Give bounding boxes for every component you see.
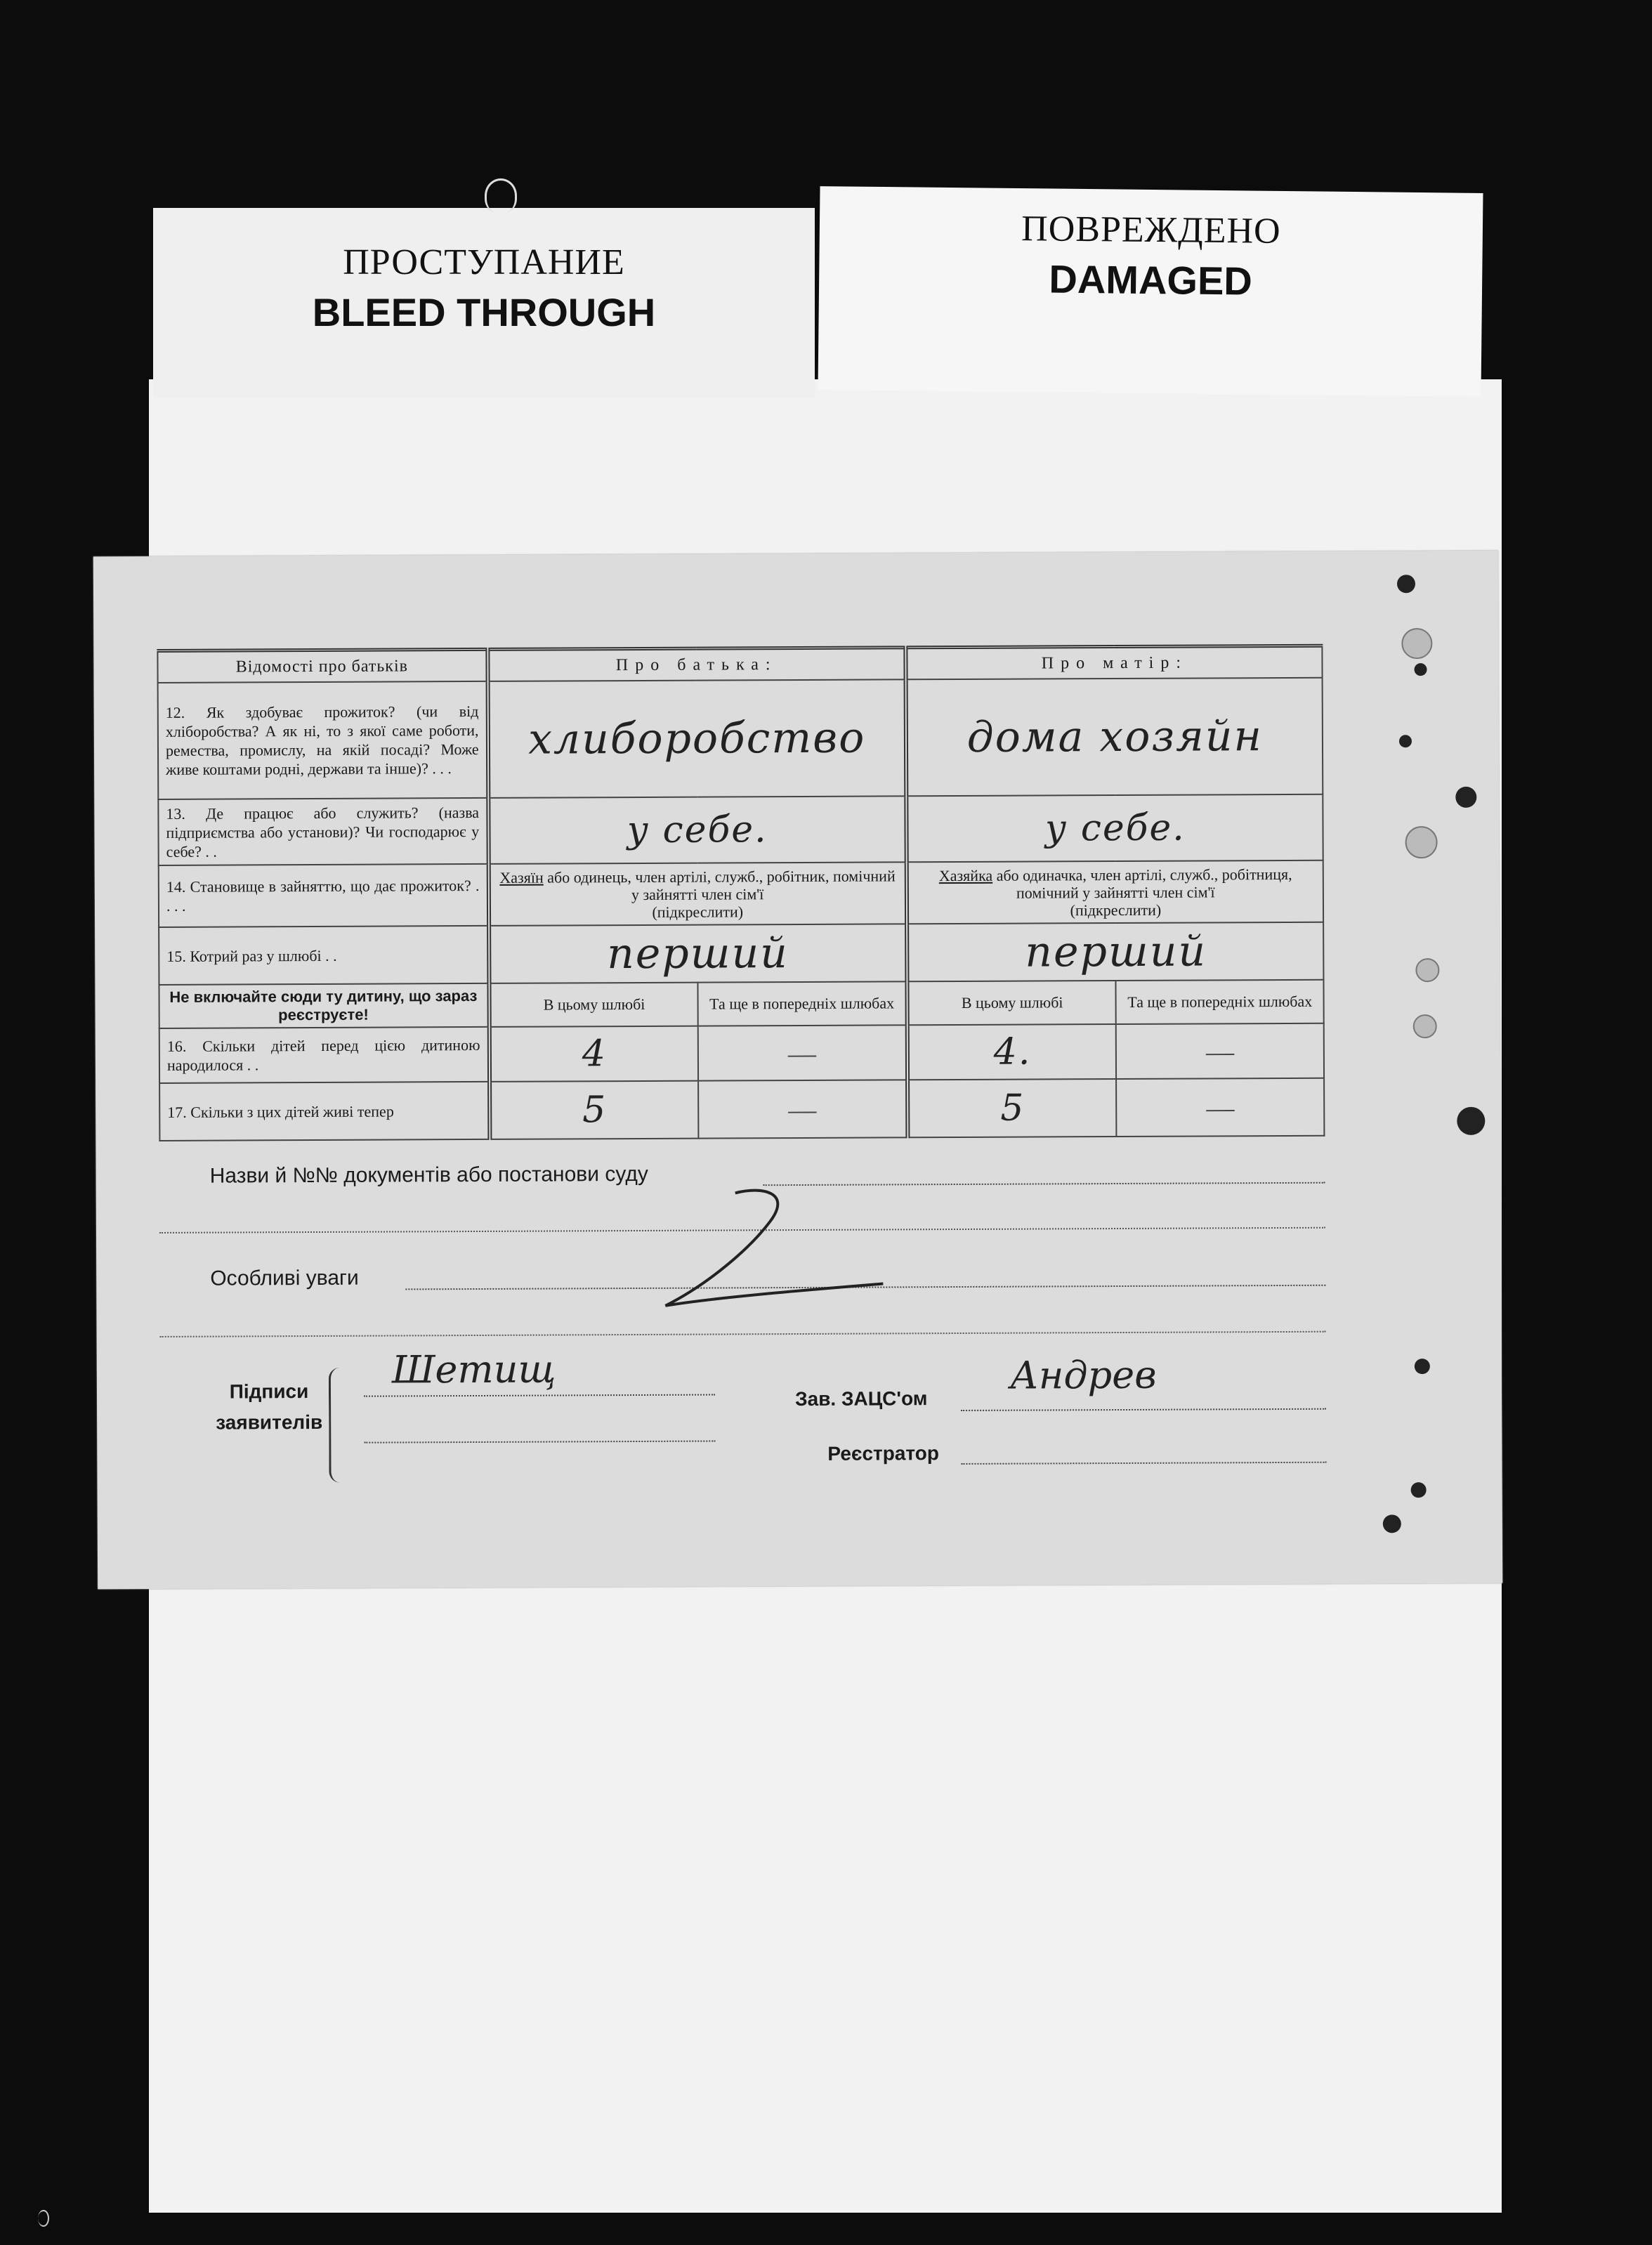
applicant-signature: Шетищ (391, 1347, 556, 1392)
handwriting: перший (607, 929, 789, 979)
binding-hole-icon (1411, 1482, 1427, 1498)
question-14: 14. Становище в зайняттю, що дає прожиток? . . . . (159, 864, 489, 927)
answer-16-father-this (489, 1026, 698, 1082)
handwriting: — (787, 1037, 817, 1069)
header-father: Про батька: (487, 648, 905, 681)
handwriting: дома хозяйн (966, 712, 1264, 762)
handwriting: — (788, 1093, 817, 1125)
answer-17-mother-this (907, 1079, 1117, 1137)
binding-hole-icon (1413, 1014, 1437, 1038)
question-16: 16. Скільки дітей перед цією дитиною народилося . . (159, 1027, 490, 1083)
applicant-signature-line-1 (364, 1394, 715, 1397)
cancellation-stroke-icon (651, 1178, 891, 1319)
father-this-marriage-header: В цьому шлюбі (489, 983, 698, 1027)
question-13: 13. Де працює або служить? (назва підприємства або установи)? Чи господарює у себе? . . (158, 798, 488, 865)
question-17: 17. Скільки з цих дітей живі тепер (159, 1082, 490, 1141)
option-list: або одиначка, член артілі, служб., робітниця, помічний у зайнятті член сім'ї (996, 865, 1292, 902)
answer-16-mother-prev (1116, 1023, 1324, 1079)
handwriting: у себе. (627, 809, 768, 852)
binding-hole-icon (1455, 787, 1476, 808)
answer-14-mother (907, 860, 1324, 924)
option-list: або одинець, член артілі, служб., робітник, помічний у зайнятті член сім'ї (547, 866, 896, 903)
notes-label: Особливі уваги (210, 1266, 359, 1290)
handwriting: 4 (582, 1033, 608, 1075)
signatures-label-line-1: Підписи (229, 1380, 309, 1403)
handwriting: у себе. (1044, 806, 1186, 850)
underlined-option: Хазяйка (938, 866, 993, 884)
handwriting: хлиборобство (527, 713, 866, 764)
answer-16-mother-this (907, 1024, 1117, 1080)
answer-13-mother (906, 794, 1323, 863)
brace-icon (329, 1368, 346, 1483)
registrar-line (961, 1462, 1326, 1465)
header-parents-info: Відомості про батьків (157, 649, 487, 683)
answer-17-mother-prev (1116, 1078, 1324, 1137)
binding-hole-icon (1399, 735, 1412, 747)
answer-15-mother (907, 922, 1324, 982)
answer-17-father-this (490, 1081, 699, 1139)
damaged-label (818, 186, 1483, 397)
zags-head-line (961, 1408, 1326, 1411)
signatures-label-line-2: заявителів (216, 1411, 323, 1434)
question-15: 15. Котрий раз у шлюбі . . (159, 926, 489, 985)
signatures-label (209, 1376, 329, 1439)
father-prev-marriages-header: Та ще в попередніх шлюбах (698, 981, 907, 1026)
binding-hole-icon (1415, 1359, 1430, 1374)
registration-form-card (93, 551, 1502, 1590)
clip-icon (485, 178, 517, 213)
underlined-option: Хазяїн (499, 868, 544, 886)
registrar-label: Реєстратор (827, 1442, 939, 1465)
header-mother: Про матір: (905, 646, 1322, 679)
handwriting: 4. (993, 1030, 1032, 1073)
binding-hole-icon (1405, 826, 1437, 858)
zags-head-label: Зав. ЗАЦС'ом (794, 1387, 928, 1411)
binding-hole-icon (1383, 1514, 1401, 1533)
question-12: 12. Як здобуває прожиток? (чи від хліборобства? А як ні, то з якої саме роботи, ремества, промислу, на якій посаді? Може живе коштами родні, держави та інше)? . . . (158, 681, 488, 799)
bleed-through-label (153, 208, 815, 398)
bleed-label-en: BLEED THROUGH (312, 290, 656, 334)
damaged-label-en: DAMAGED (1049, 256, 1253, 303)
handwriting: — (1205, 1035, 1235, 1067)
answer-16-father-prev (698, 1025, 907, 1080)
applicant-signature-line-2 (364, 1441, 715, 1444)
binding-hole-icon (1457, 1107, 1485, 1135)
children-warning: Не включайте сюди ту дитину, що зараз реєструєте! (159, 983, 489, 1028)
corner-mark-icon (38, 2210, 49, 2227)
damaged-label-ru: ПОВРЕЖДЕНО (1021, 209, 1281, 251)
documents-label: Назви й №№ документів або постанови суду (209, 1162, 648, 1188)
handwriting: — (1206, 1091, 1235, 1123)
binding-hole-icon (1415, 958, 1439, 982)
handwriting: 5 (582, 1089, 608, 1132)
bleed-label-ru: ПРОСТУПАНИЕ (343, 242, 625, 282)
answer-15-father (489, 924, 907, 983)
binding-hole-icon (1397, 575, 1415, 593)
binding-hole-icon (1414, 663, 1427, 676)
handwriting: перший (1025, 927, 1207, 977)
answer-14-father (488, 862, 907, 926)
binding-hole-icon (1401, 628, 1432, 659)
parents-info-table (157, 644, 1325, 1141)
answer-12-mother (905, 678, 1323, 797)
handwriting: 5 (1000, 1087, 1025, 1130)
answer-12-father (487, 679, 906, 798)
zags-head-signature: Андрев (1009, 1352, 1157, 1398)
underline-note: (підкреслити) (1070, 901, 1162, 919)
mother-prev-marriages-header: Та ще в попередніх шлюбах (1116, 980, 1324, 1024)
mother-this-marriage-header: В цьому шлюбі (907, 981, 1116, 1025)
answer-13-father (488, 796, 907, 864)
notes-line-2 (160, 1331, 1326, 1337)
underline-note: (підкреслити) (652, 902, 744, 921)
answer-17-father-prev (698, 1080, 907, 1138)
